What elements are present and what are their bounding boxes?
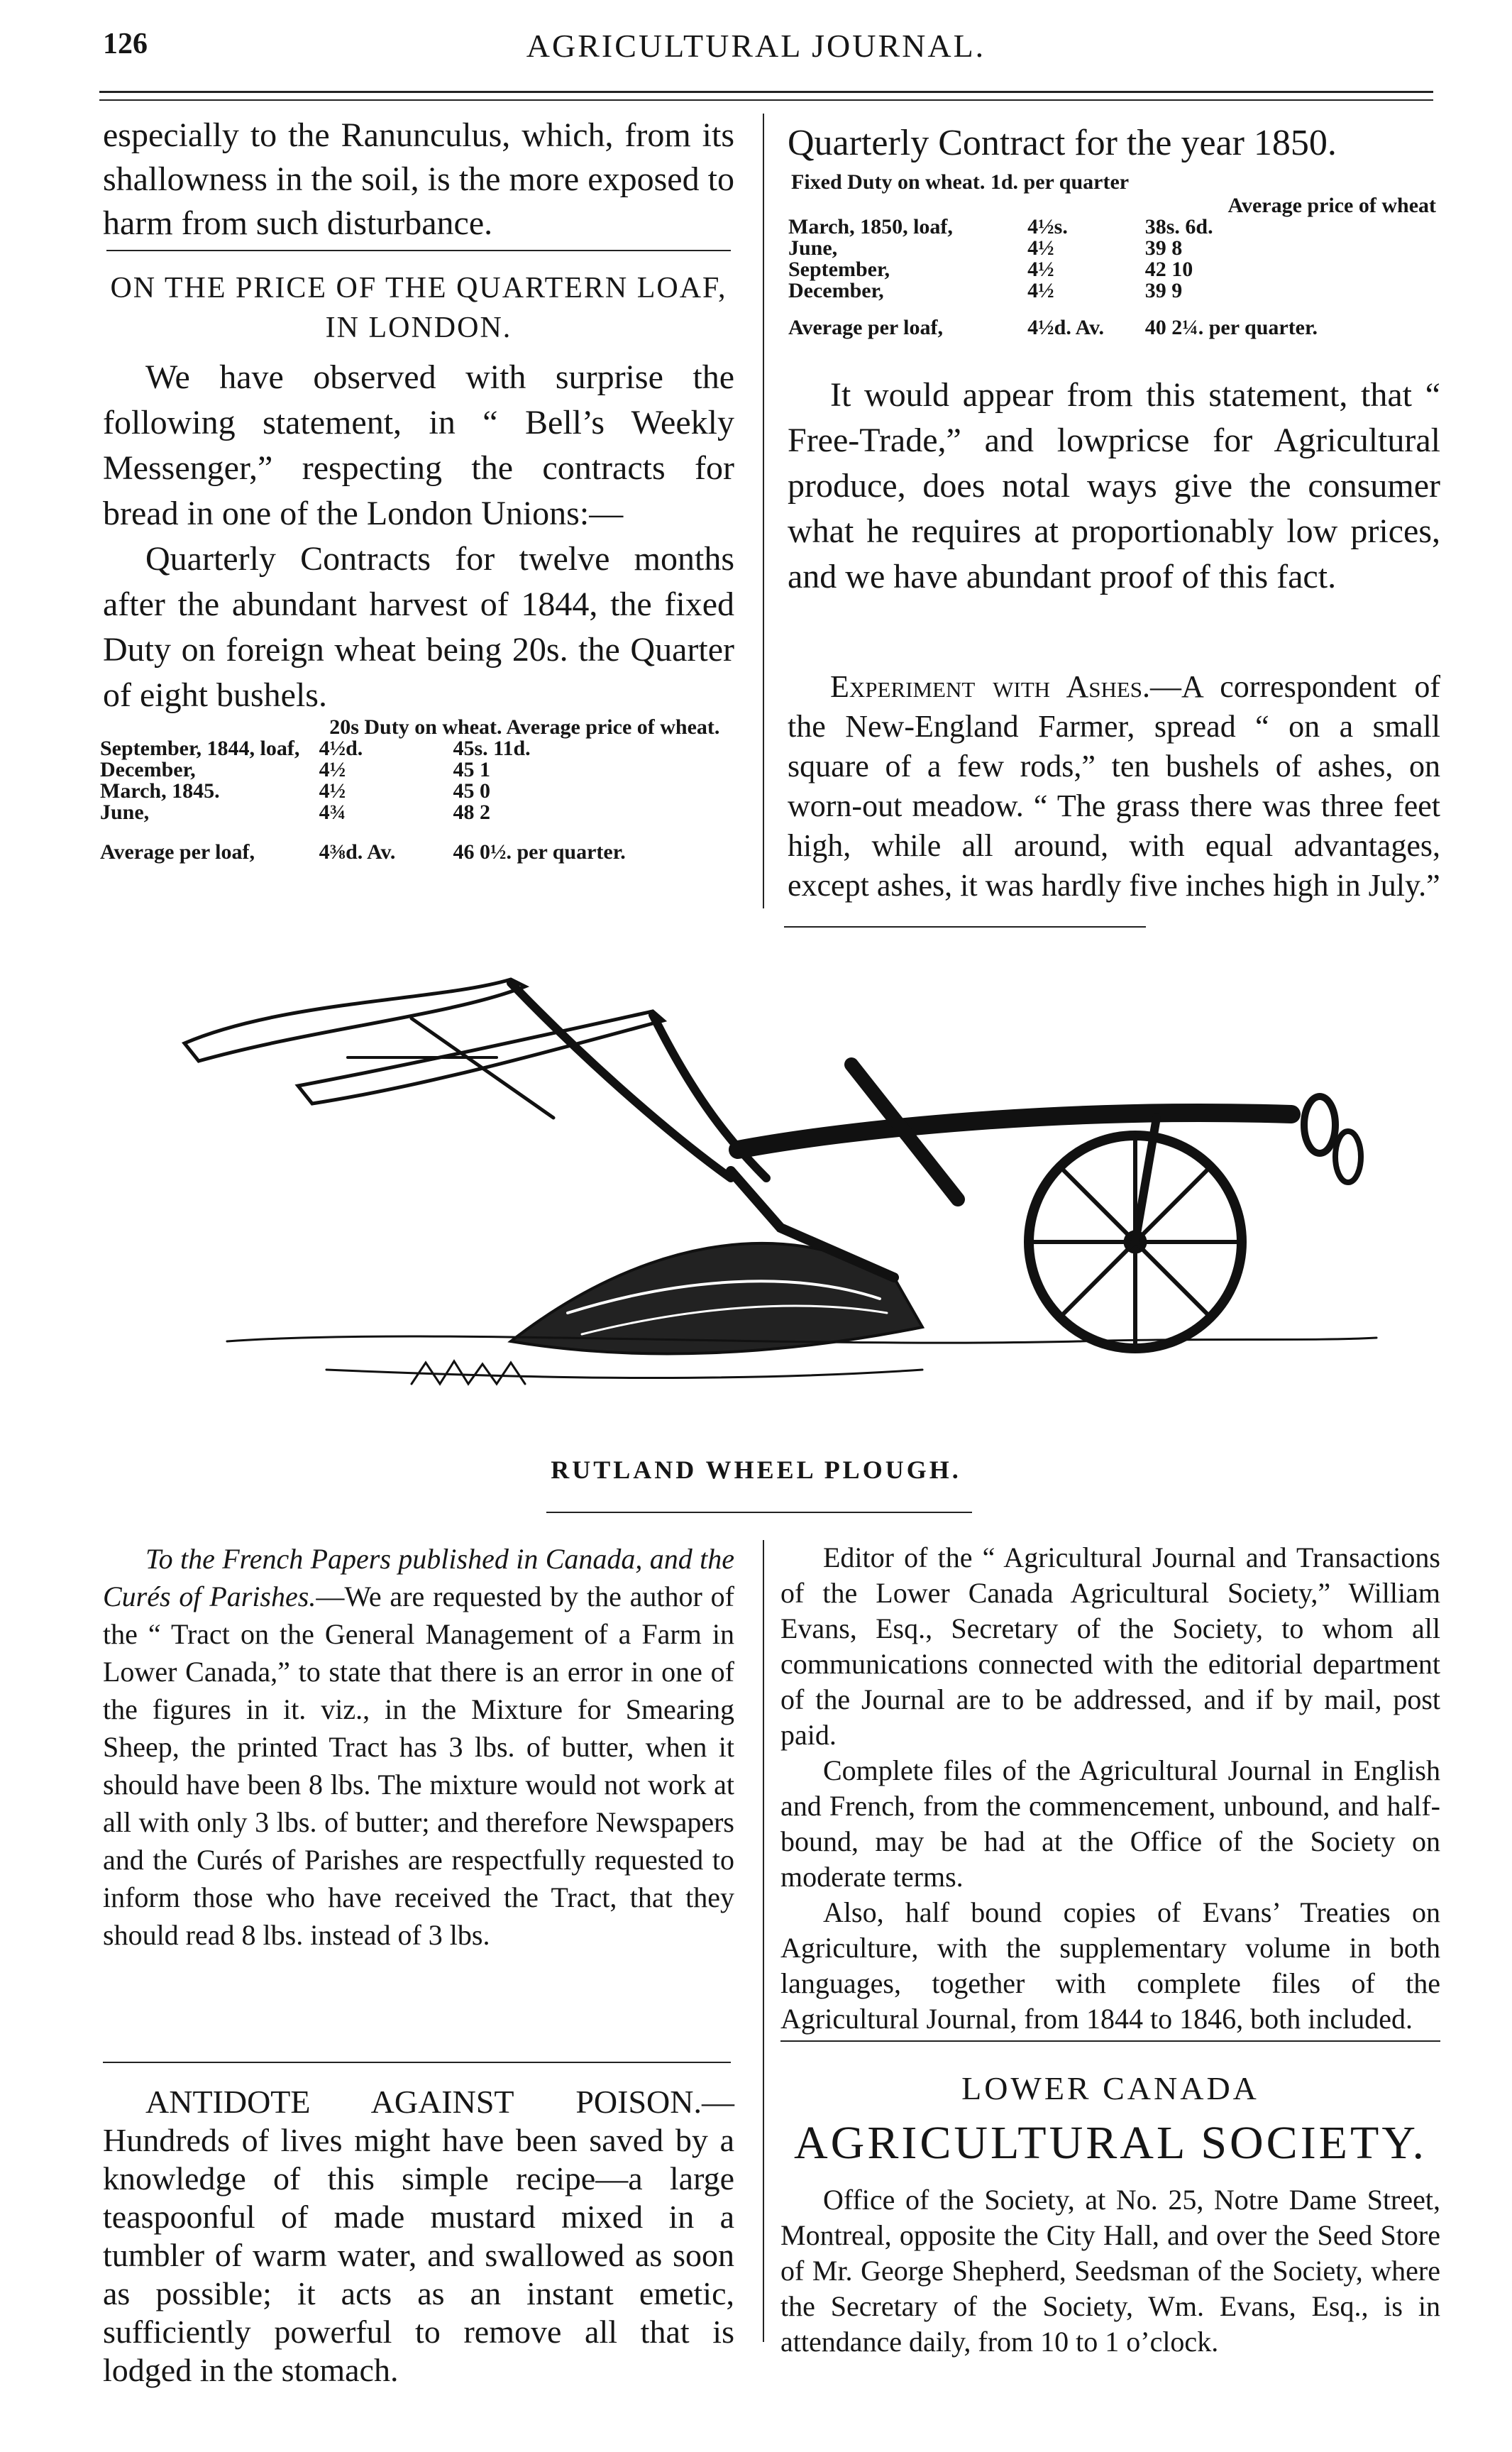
row-loaf: 4½ — [1027, 279, 1054, 302]
avg-label: Average per loaf, — [788, 316, 943, 339]
plough-drawing — [142, 944, 1391, 1405]
row-loaf: 4½ — [319, 758, 346, 781]
rutland-plough-illustration — [142, 944, 1391, 1405]
article-title: ON THE PRICE OF THE QUARTERN LOAF, IN LONDON. — [110, 272, 727, 344]
divider — [780, 2040, 1440, 2042]
table-head-duty: 20s Duty on wheat. — [329, 715, 502, 739]
page-number: 126 — [103, 28, 148, 60]
row-label: March, 1850, loaf, — [788, 215, 953, 238]
left-top-column — [103, 114, 734, 246]
row-label: June, — [100, 801, 150, 824]
row-price: 45 1 — [453, 758, 490, 781]
avg-quarter: 2¼. per quarter. — [1171, 316, 1318, 339]
row-label: March, 1845. — [100, 779, 220, 803]
table-head-avg: Average price of wheat. — [506, 715, 720, 739]
table-row — [784, 216, 1440, 238]
divider — [546, 1512, 972, 1513]
row-price: 48 2 — [453, 801, 490, 824]
table-average-row — [96, 842, 734, 863]
column-separator-top — [763, 114, 764, 908]
table-1844 — [96, 717, 734, 863]
left-paragraphs — [103, 355, 734, 718]
table-row — [784, 238, 1440, 259]
journal-title: AGRICULTURAL JOURNAL. — [526, 28, 986, 64]
antidote-body: —Hundreds of lives might have been saved by a knowledge of this simple recipe—a large teaspoonful of made mustard mixed in a tumbler of warm water, and swallowed as soon as possible; it acts as an instant emetic, sufficiently powerful to remove all that is lodged in the stomach. — [103, 2084, 734, 2388]
row-label: September, — [788, 258, 890, 281]
row-loaf: 4½s. — [1027, 215, 1068, 238]
files-para: Complete files of the Agricultural Journal in English and French, from the commencement, unbound, and half-bound, may be had at the Office of the Society on moderate terms. — [780, 1754, 1440, 1893]
avg-quarter: 0½. per quarter. — [479, 840, 626, 864]
french-heading: To the French Papers published in Canada, and the Curés of Parishes. — [103, 1543, 734, 1612]
free-trade-para — [788, 373, 1440, 600]
ashes-article — [788, 667, 1440, 906]
contract-1850-title: Quarterly Contract for the year 1850. — [788, 123, 1337, 163]
row-label: June, — [788, 236, 838, 260]
column-separator-bottom — [763, 1540, 764, 2342]
row-price: 39 9 — [1144, 279, 1183, 302]
table-row — [784, 259, 1440, 280]
antidote-article — [103, 2083, 734, 2390]
avg-label: Average per loaf, — [100, 840, 255, 864]
french-body: —We are requested by the author of the “ Tract on the General Management of a Farm in Lower Canada,” to state that there is an error in one of the figures in it. viz., in the Mixture for Smearing Sheep, the printed Tract has 3 lbs. of butter, when it should have been 8 lbs. The mixture would not work at all with only 3 lbs. of butter; and therefore Newspapers and the Curés of Parishes are respectfully requested to inform those who have received the Tract, that they should read 8 lbs. instead of 3 lbs. — [103, 1580, 734, 1951]
free-trade-text: It would appear from this statement, that “ Free-Trade,” and lowpricse for Agricultural produce, does notal ways give the consumer what he requires at proportionably low prices, and we have abundant proof of this fact. — [788, 376, 1440, 595]
avg-loaf: 4½d. Av. — [1027, 316, 1104, 339]
row-loaf: 4¾ — [319, 801, 346, 824]
table-head-avg-1850: Average price of wheat — [1227, 194, 1436, 217]
divider — [103, 2062, 731, 2063]
row-label: September, 1844, loaf, — [100, 737, 300, 760]
contract-1850-subtitle: Fixed Duty on wheat. 1d. per quarter — [791, 170, 1130, 194]
society-line-1: LOWER CANADA — [961, 2070, 1259, 2106]
society-line-2: AGRICULTURAL SOCIETY. — [794, 2117, 1427, 2169]
editor-para: Editor of the “ Agricultural Journal and Transactions of the Lower Canada Agricultural Society,” William Evans, Esq., Secretary of the Society, to whom all communications connected with the editorial department of the Journal are to be addressed, and if by mail, post paid. — [780, 1541, 1440, 1751]
divider — [106, 250, 731, 251]
office-notice — [780, 2182, 1440, 2360]
table-row — [96, 802, 734, 823]
office-para: Office of the Society, at No. 25, Notre Dame Street, Montreal, opposite the City Hall, and over the Seed Store of Mr. George Shepherd, Seedsman of the Society, where the Secretary of the Society, Wm. Evans, Esq., is in attendance daily, from 10 to 1 o’clock. — [780, 2184, 1440, 2358]
row-price: 38s. 6d. — [1144, 215, 1213, 238]
table-row — [784, 280, 1440, 302]
row-loaf: 4½d. — [319, 737, 363, 760]
row-loaf: 4½ — [319, 779, 346, 803]
divider — [784, 926, 1146, 928]
row-label: December, — [100, 758, 196, 781]
article-para-2: Quarterly Contracts for twelve months after the abundant harvest of 1844, the fixed Duty on foreign wheat being 20s. the Quarter of eight bushels. — [103, 540, 734, 714]
row-price: 45 0 — [453, 779, 490, 803]
header-rule — [99, 91, 1433, 93]
avg-loaf: 4⅜d. Av. — [319, 840, 396, 864]
table-average-row — [784, 317, 1440, 339]
table-1850 — [784, 195, 1440, 339]
illustration-caption: RUTLAND WHEEL PLOUGH. — [551, 1456, 961, 1484]
ashes-heading: Experiment with Ashes. — [830, 669, 1151, 704]
continuation-text: especially to the Ranunculus, which, from its shallowness in the soil, is the more exposed to harm from such disturbance. — [103, 116, 734, 242]
article-para-1: We have observed with surprise the following statement, in “ Bell’s Weekly Messenger,” respecting the contracts for bread in one of the London Unions:— — [103, 358, 734, 532]
antidote-heading: ANTIDOTE AGAINST POISON. — [145, 2084, 702, 2120]
table-row — [96, 738, 734, 759]
row-label: December, — [788, 279, 884, 302]
table-row — [96, 781, 734, 802]
half-bound-para: Also, half bound copies of Evans’ Treaties on Agriculture, with the supplementary volume in both languages, together with complete files of the Agricultural Journal, from 1844 to 1846, both included. — [780, 1896, 1440, 2035]
row-loaf: 4½ — [1027, 258, 1054, 281]
row-price: 45s. 11d. — [453, 737, 531, 760]
ashes-body: —A correspondent of the New-England Farmer, spread “ on a small square of a few rods,” ten bushels of ashes, on worn-out meadow. “ The grass there was three feet high, while all around, with equal advantages, except ashes, it was hardly five inches high in July.” — [788, 669, 1440, 903]
row-loaf: 4½ — [1027, 236, 1054, 260]
row-price: 42 10 — [1144, 258, 1193, 281]
avg-price: 40 — [1144, 316, 1166, 339]
table-row — [96, 759, 734, 781]
french-papers-notice — [103, 1540, 734, 1954]
header-rule-2 — [99, 99, 1433, 101]
row-price: 39 8 — [1144, 236, 1183, 260]
editor-notices — [780, 1540, 1440, 2037]
avg-price: 46 — [453, 840, 475, 864]
